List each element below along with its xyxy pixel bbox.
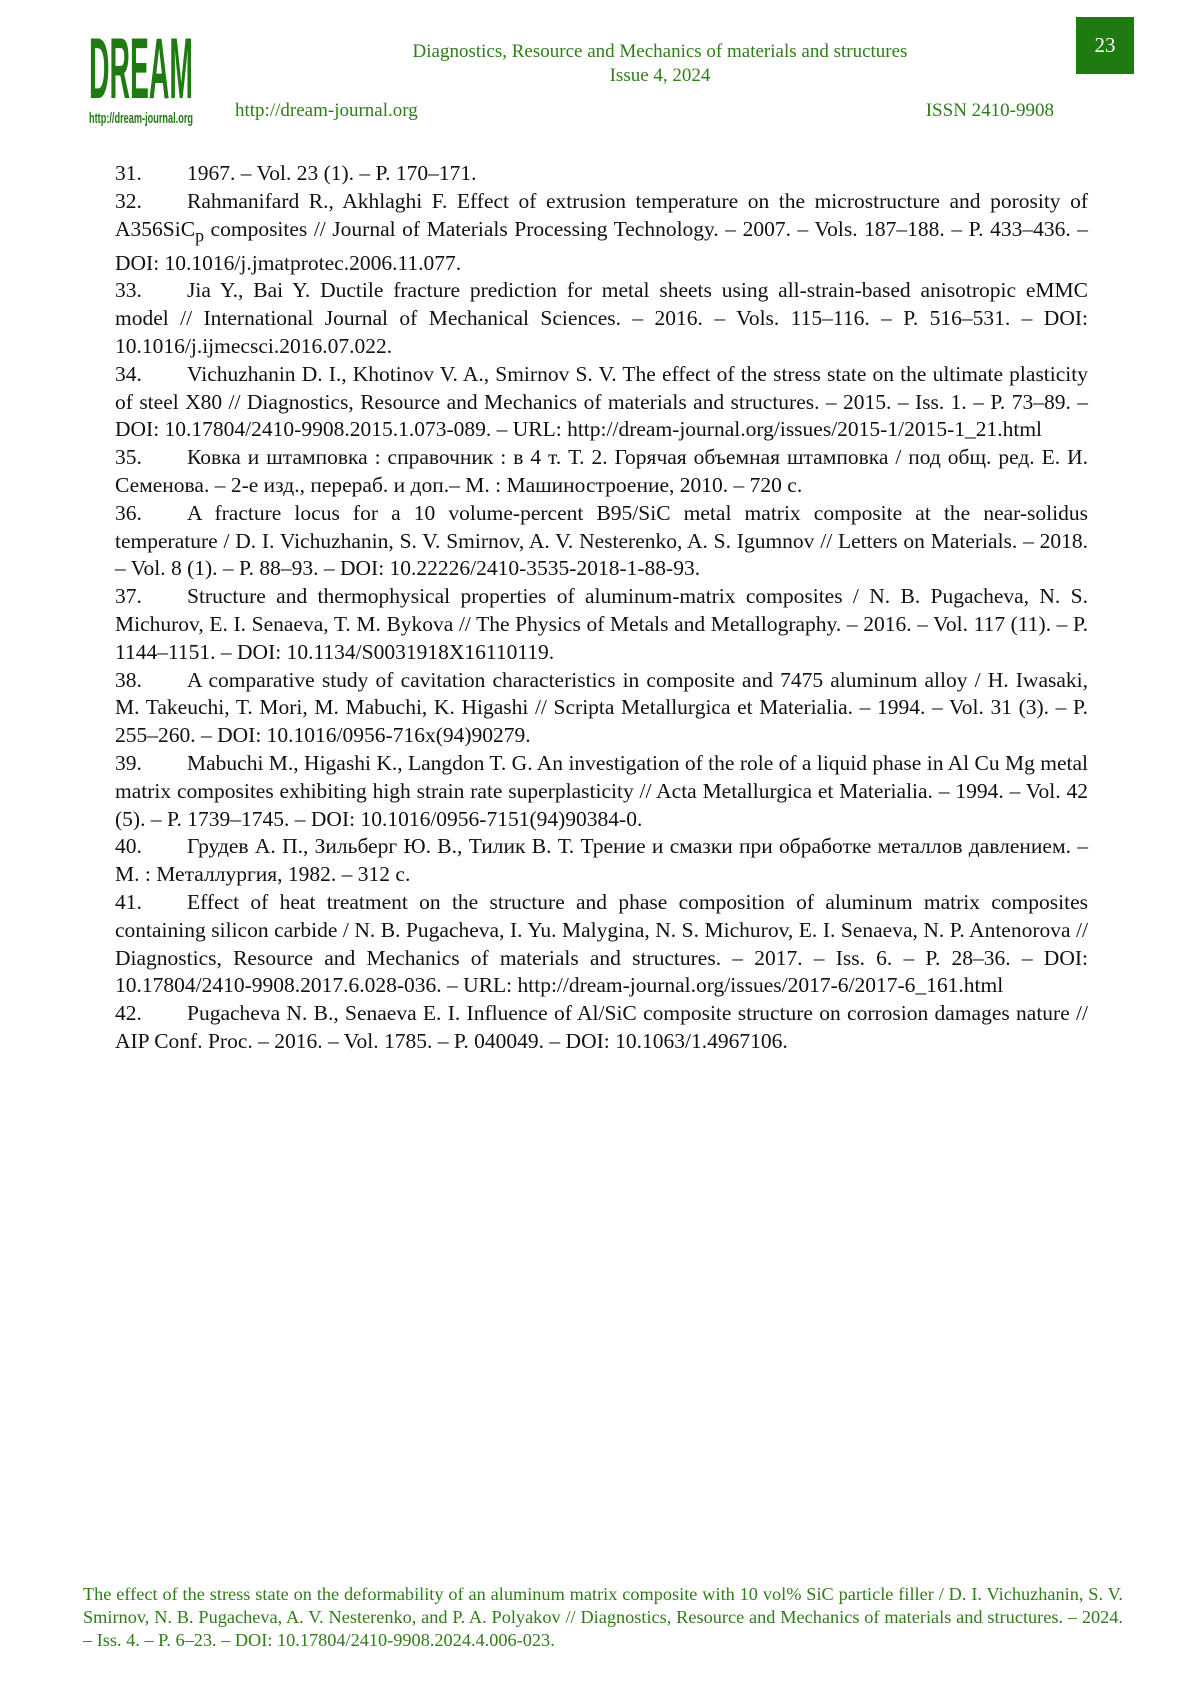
reference-36 [115, 500, 1088, 583]
journal-logo [86, 18, 196, 128]
reference-text: A fracture locus for a 10 volume-percent B95/SiC metal matrix composite at the near-solidus temperature / D. I. Vichuzhanin, S. V. Smirnov, A. V. Nesterenko, A. S. Igumnov // Letters on Materials. – 2018. – Vol. 8 (1). – P. 88–93. – DOI: 10.22226/2410-3535-2018-1-88-93. [115, 501, 1088, 581]
reference-text: Jia Y., Bai Y. Ductile fracture prediction for metal sheets using all-strain-based anisotropic eMMC model // International Journal of Mechanical Sciences. – 2016. – Vols. 115–116. – P. 516–531. – DOI: 10.1016/j.ijmecsci.2016.07.022. [115, 278, 1088, 358]
reference-38 [115, 667, 1088, 750]
subscript-p: p [195, 225, 204, 245]
reference-37 [115, 583, 1088, 666]
reference-39 [115, 750, 1088, 833]
reference-text-continued: composites // Journal of Materials Processing Technology. – 2007. – Vols. 187–188. – P. 433–436. – DOI: 10.1016/j.jmatprotec.2006.11.077. [115, 217, 1088, 275]
reference-text: Грудев А. П., Зильберг Ю. В., Тилик В. Т. Трение и смазки при обработке металлов давлением. – М. : Металлургия, 1982. – 312 с. [115, 834, 1088, 886]
reference-35 [115, 444, 1088, 500]
logo-url: http://dream-journal.org [89, 110, 193, 127]
reference-number: 39. [115, 750, 187, 778]
reference-text: A comparative study of cavitation characteristics in composite and 7475 aluminum alloy / H. Iwasaki, M. Takeuchi, T. Mori, M. Mabuchi, K. Higashi // Scripta Metallurgica et Materialia. – 1994. – Vol. 31 (3). – P. 255–260. – DOI: 10.1016/0956-716x(94)90279. [115, 668, 1088, 748]
reference-number: 38. [115, 667, 187, 695]
reference-number: 32. [115, 188, 187, 216]
reference-32 [115, 188, 1088, 278]
reference-number: 42. [115, 1000, 187, 1028]
reference-text: 1967. – Vol. 23 (1). – P. 170–171. [187, 161, 476, 185]
reference-number: 37. [115, 583, 187, 611]
reference-42 [115, 1000, 1088, 1056]
reference-number: 36. [115, 500, 187, 528]
reference-text: Vichuzhanin D. I., Khotinov V. A., Smirnov S. V. The effect of the stress state on the ultimate plasticity of steel X80 // Diagnostics, Resource and Mechanics of materials and structures. – 2015. – Iss. 1. – P. 73–89. – DOI: 10.17804/2410-9908.2015.1.073-089. – URL: http://dream-journal.org/issues/2015-1/2015-1_21.html [115, 362, 1088, 442]
journal-header [300, 40, 1020, 88]
reference-40 [115, 833, 1088, 889]
reference-text: Ковка и штамповка : справочник : в 4 т. Т. 2. Горячая объемная штамповка / под общ. ред. Е. И. Семенова. – 2-е изд., перераб. и доп.– М. : Машиностроение, 2010. – 720 с. [115, 445, 1088, 497]
journal-title: Diagnostics, Resource and Mechanics of materials and structures [300, 40, 1020, 64]
page-number-badge: 23 [1076, 17, 1134, 74]
reference-number: 34. [115, 361, 187, 389]
reference-text: Structure and thermophysical properties of aluminum-matrix composites / N. B. Pugacheva, N. S. Michurov, E. I. Senaeva, T. M. Bykova // The Physics of Metals and Metallography. – 2016. – Vol. 117 (11). – P. 1144–1151. – DOI: 10.1134/S0031918X16110119. [115, 584, 1088, 664]
footer-citation: The effect of the stress state on the deformability of an aluminum matrix composite with 10 vol% SiC particle filler / D. I. Vichuzhanin, S. V. Smirnov, N. B. Pugacheva, A. V. Nesterenko, and P. A. Polyakov // Diagnostics, Resource and Mechanics of materials and structures. – 2024. – Iss. 4. – P. 6–23. – DOI: 10.17804/2410-9908.2024.4.006-023. [83, 1583, 1123, 1652]
reference-number: 41. [115, 889, 187, 917]
reference-number: 33. [115, 277, 187, 305]
journal-url-link[interactable]: http://dream-journal.org [235, 100, 418, 122]
reference-list [115, 160, 1088, 1056]
logo-wordmark: DREAM [89, 21, 193, 117]
reference-number: 40. [115, 833, 187, 861]
issue-label: Issue 4, 2024 [300, 64, 1020, 88]
issn-label: ISSN 2410-9908 [926, 100, 1054, 122]
reference-number: 31. [115, 160, 187, 188]
reference-text: Mabuchi M., Higashi K., Langdon T. G. An investigation of the role of a liquid phase in Al Cu Mg metal matrix composites exhibiting high strain rate superplasticity // Acta Metallurgica et Materialia. – 1994. – Vol. 42 (5). – P. 1739–1745. – DOI: 10.1016/0956-7151(94)90384-0. [115, 751, 1088, 831]
reference-text: Effect of heat treatment on the structure and phase composition of aluminum matrix composites containing silicon carbide / N. B. Pugacheva, I. Yu. Malygina, N. S. Michurov, E. I. Senaeva, N. P. Antenorova // Diagnostics, Resource and Mechanics of materials and structures. – 2017. – Iss. 6. – P. 28–36. – DOI: 10.17804/2410-9908.2017.6.028-036. – URL: http://dream-journal.org/issues/2017-6/2017-6_161.html [115, 890, 1088, 997]
reference-31 [115, 160, 1088, 188]
reference-text: Pugacheva N. B., Senaeva E. I. Influence of Al/SiC composite structure on corrosion damages nature // AIP Conf. Proc. – 2016. – Vol. 1785. – P. 040049. – DOI: 10.1063/1.4967106. [115, 1001, 1088, 1053]
reference-33 [115, 277, 1088, 360]
reference-number: 35. [115, 444, 187, 472]
reference-41 [115, 889, 1088, 1000]
reference-34 [115, 361, 1088, 444]
reference-text: Rahmanifard R., Akhlaghi F. Effect of extrusion temperature on the microstructure and porosity of A356SiC [115, 189, 1088, 241]
